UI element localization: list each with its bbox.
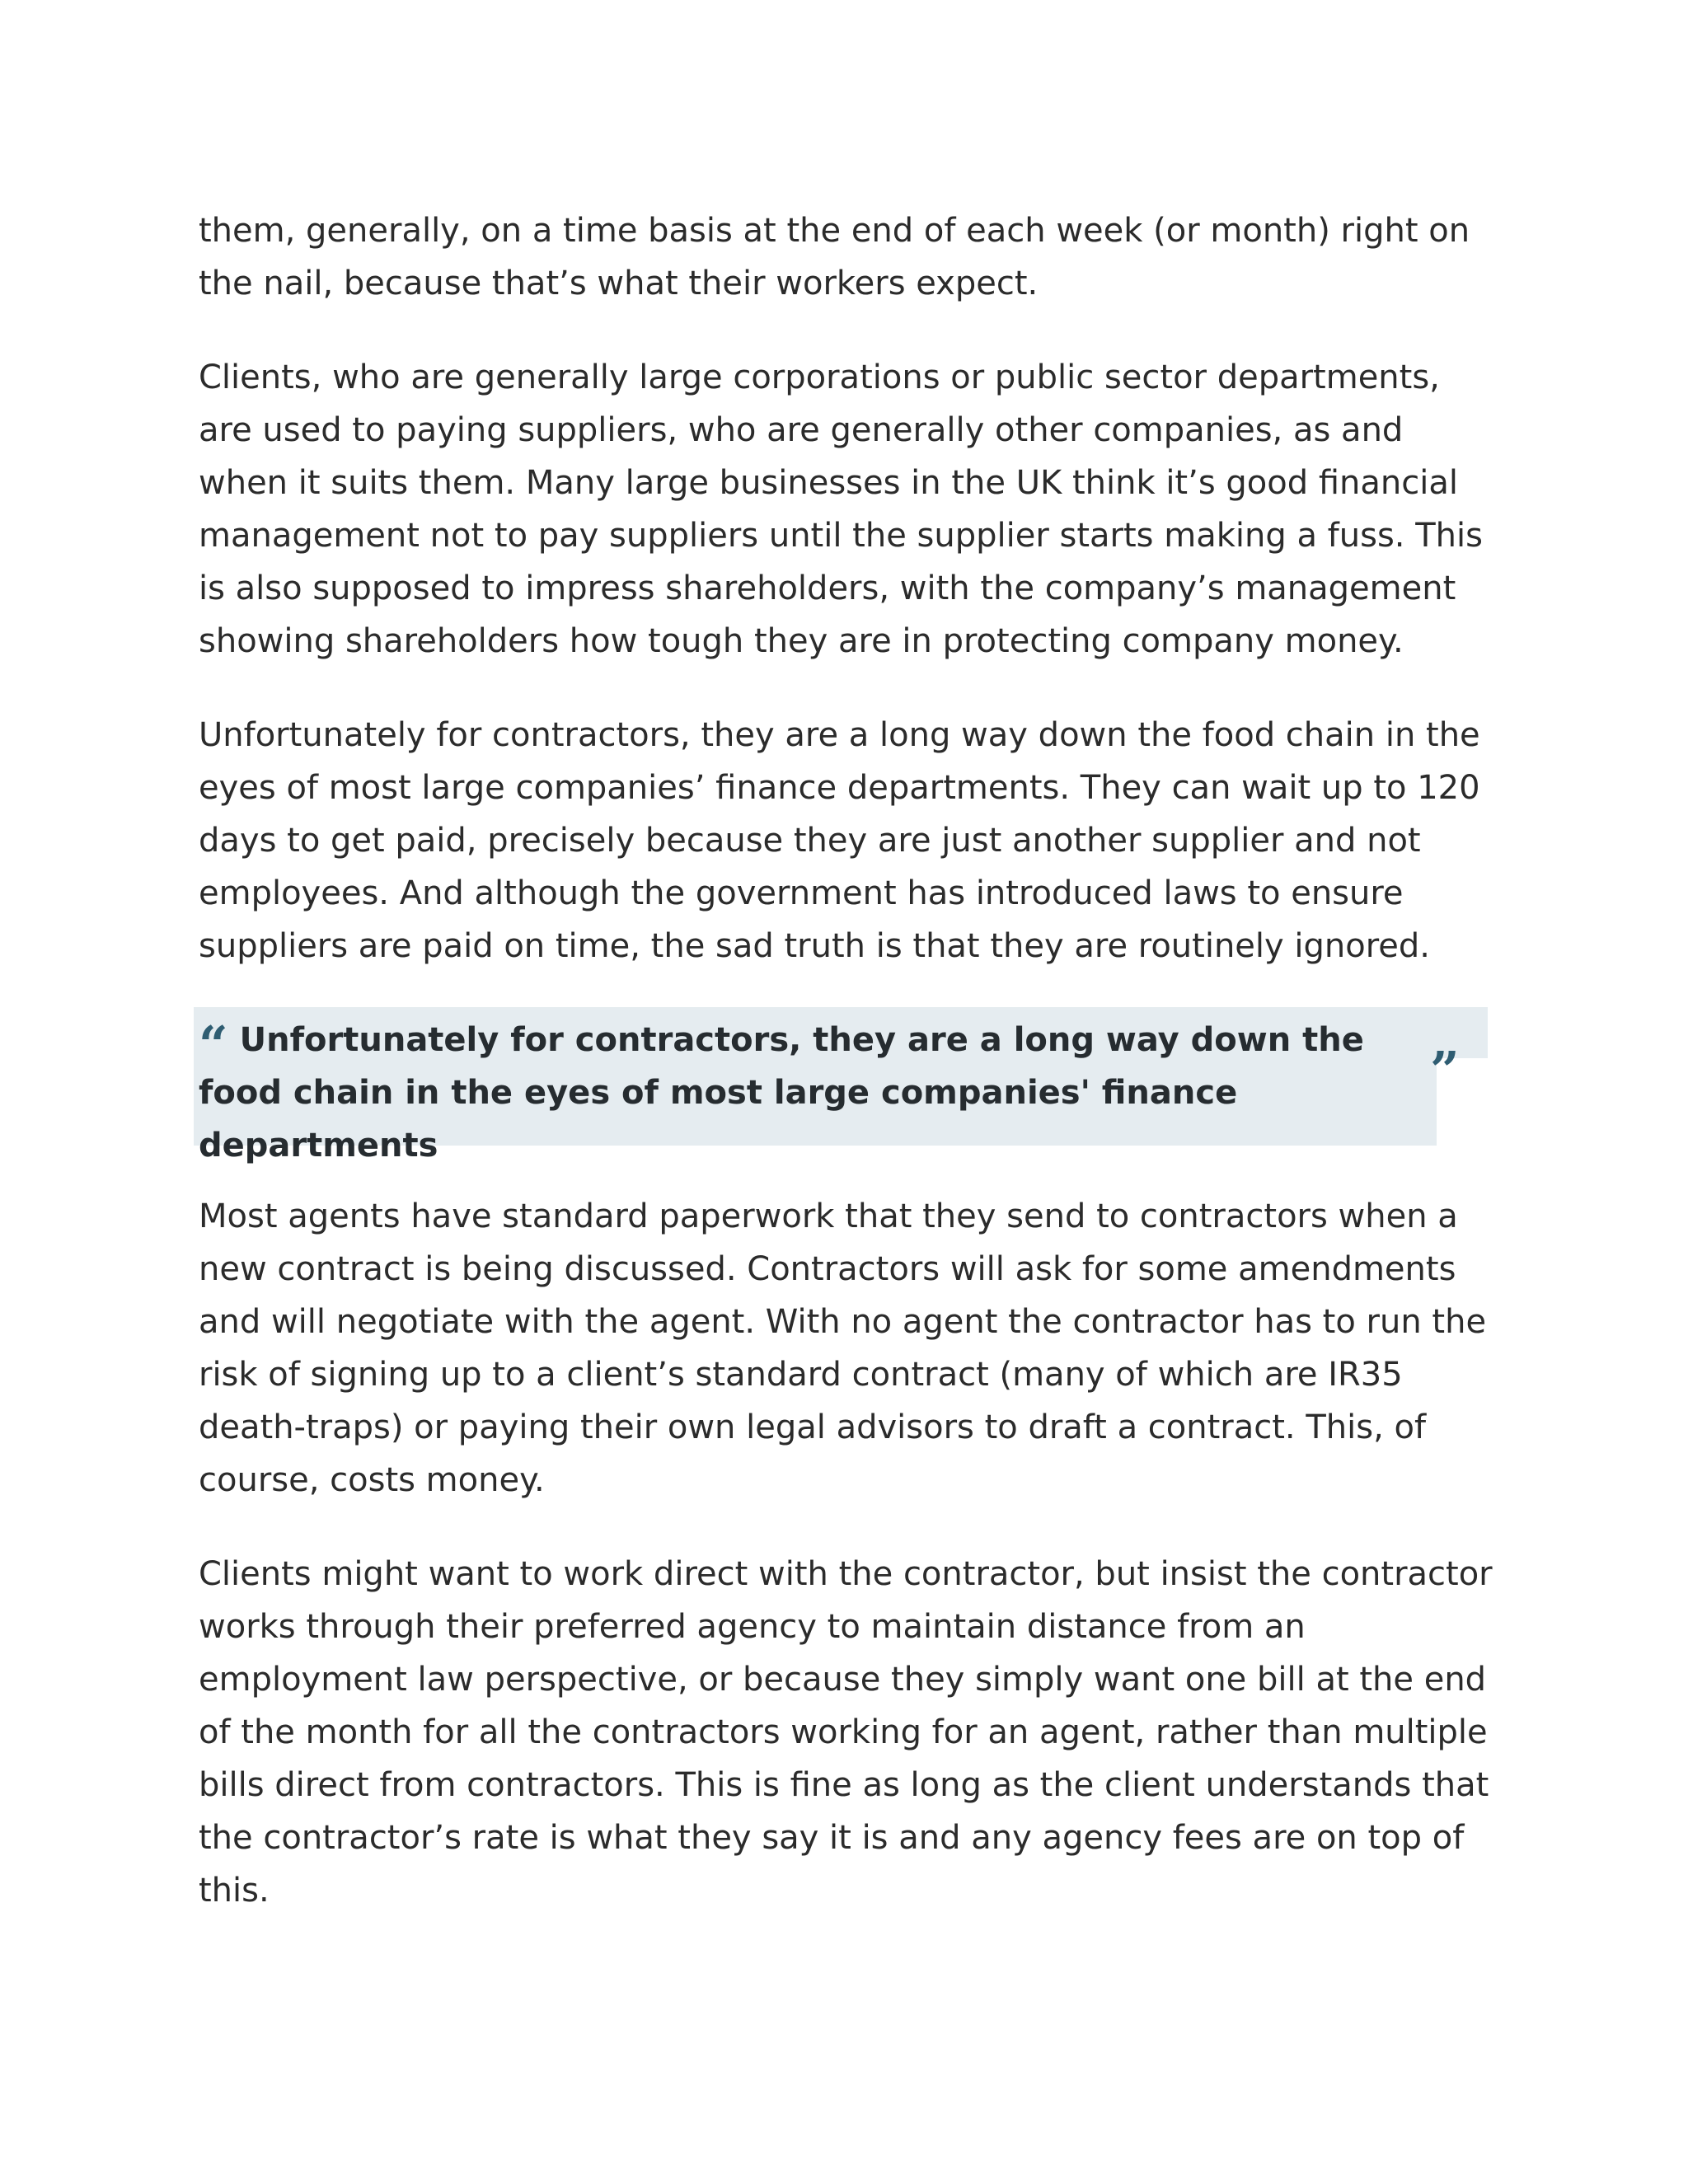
paragraph: Clients might want to work direct with the contractor, but insist the contractor works through their preferred agency to maintain distance from an employment law perspective, or because they simply want one bill at the end of the month for all the contractors working for an agent, rather than multiple bills direct from contractors. This is fine as long as the client understands that the contractor’s rate is what they say it is and any agency fees are on top of this. xyxy=(199,1555,1493,1910)
paragraph: Unfortunately for contractors, they are a long way down the food chain in the eyes of most large companies’ finance departments. They can wait up to 120 days to get paid, precisely because they are just another supplier and not employees. And although the government has introduced laws to ensure suppliers are paid on time, the sad truth is that they are routinely ignored. xyxy=(199,716,1480,965)
paragraph: them, generally, on a time basis at the end of each week (or month) right on the nail, because that’s what their workers expect. xyxy=(199,212,1470,302)
article-body xyxy=(199,204,1501,1958)
open-quote-icon: “ xyxy=(199,1015,228,1075)
pull-quote-text-block xyxy=(194,1007,1484,1172)
paragraph: Clients, who are generally large corporations or public sector departments, are used to paying suppliers, who are generally other companies, as and when it suits them. Many large businesses in the UK think it’s good financial management not to pay suppliers until the supplier starts making a fuss. This is also supposed to impress shareholders, with the company’s management showing shareholders how tough they are in protecting company money. xyxy=(199,359,1483,660)
close-quote-icon: ” xyxy=(1430,1040,1460,1100)
pull-quote-text: Unfortunately for contractors, they are a long way down the food chain in the eyes of most large companies' finance departments xyxy=(199,1021,1364,1165)
pull-quote xyxy=(194,1007,1488,1172)
paragraph: Most agents have standard paperwork that they send to contractors when a new contract is being discussed. Contractors will ask for some amendments and will negotiate with the agent. With no agent the contractor has to run the risk of signing up to a client’s standard contract (many of which are IR35 death-traps) or paying their own legal advisors to draft a contract. This, of course, costs money. xyxy=(199,1197,1487,1499)
